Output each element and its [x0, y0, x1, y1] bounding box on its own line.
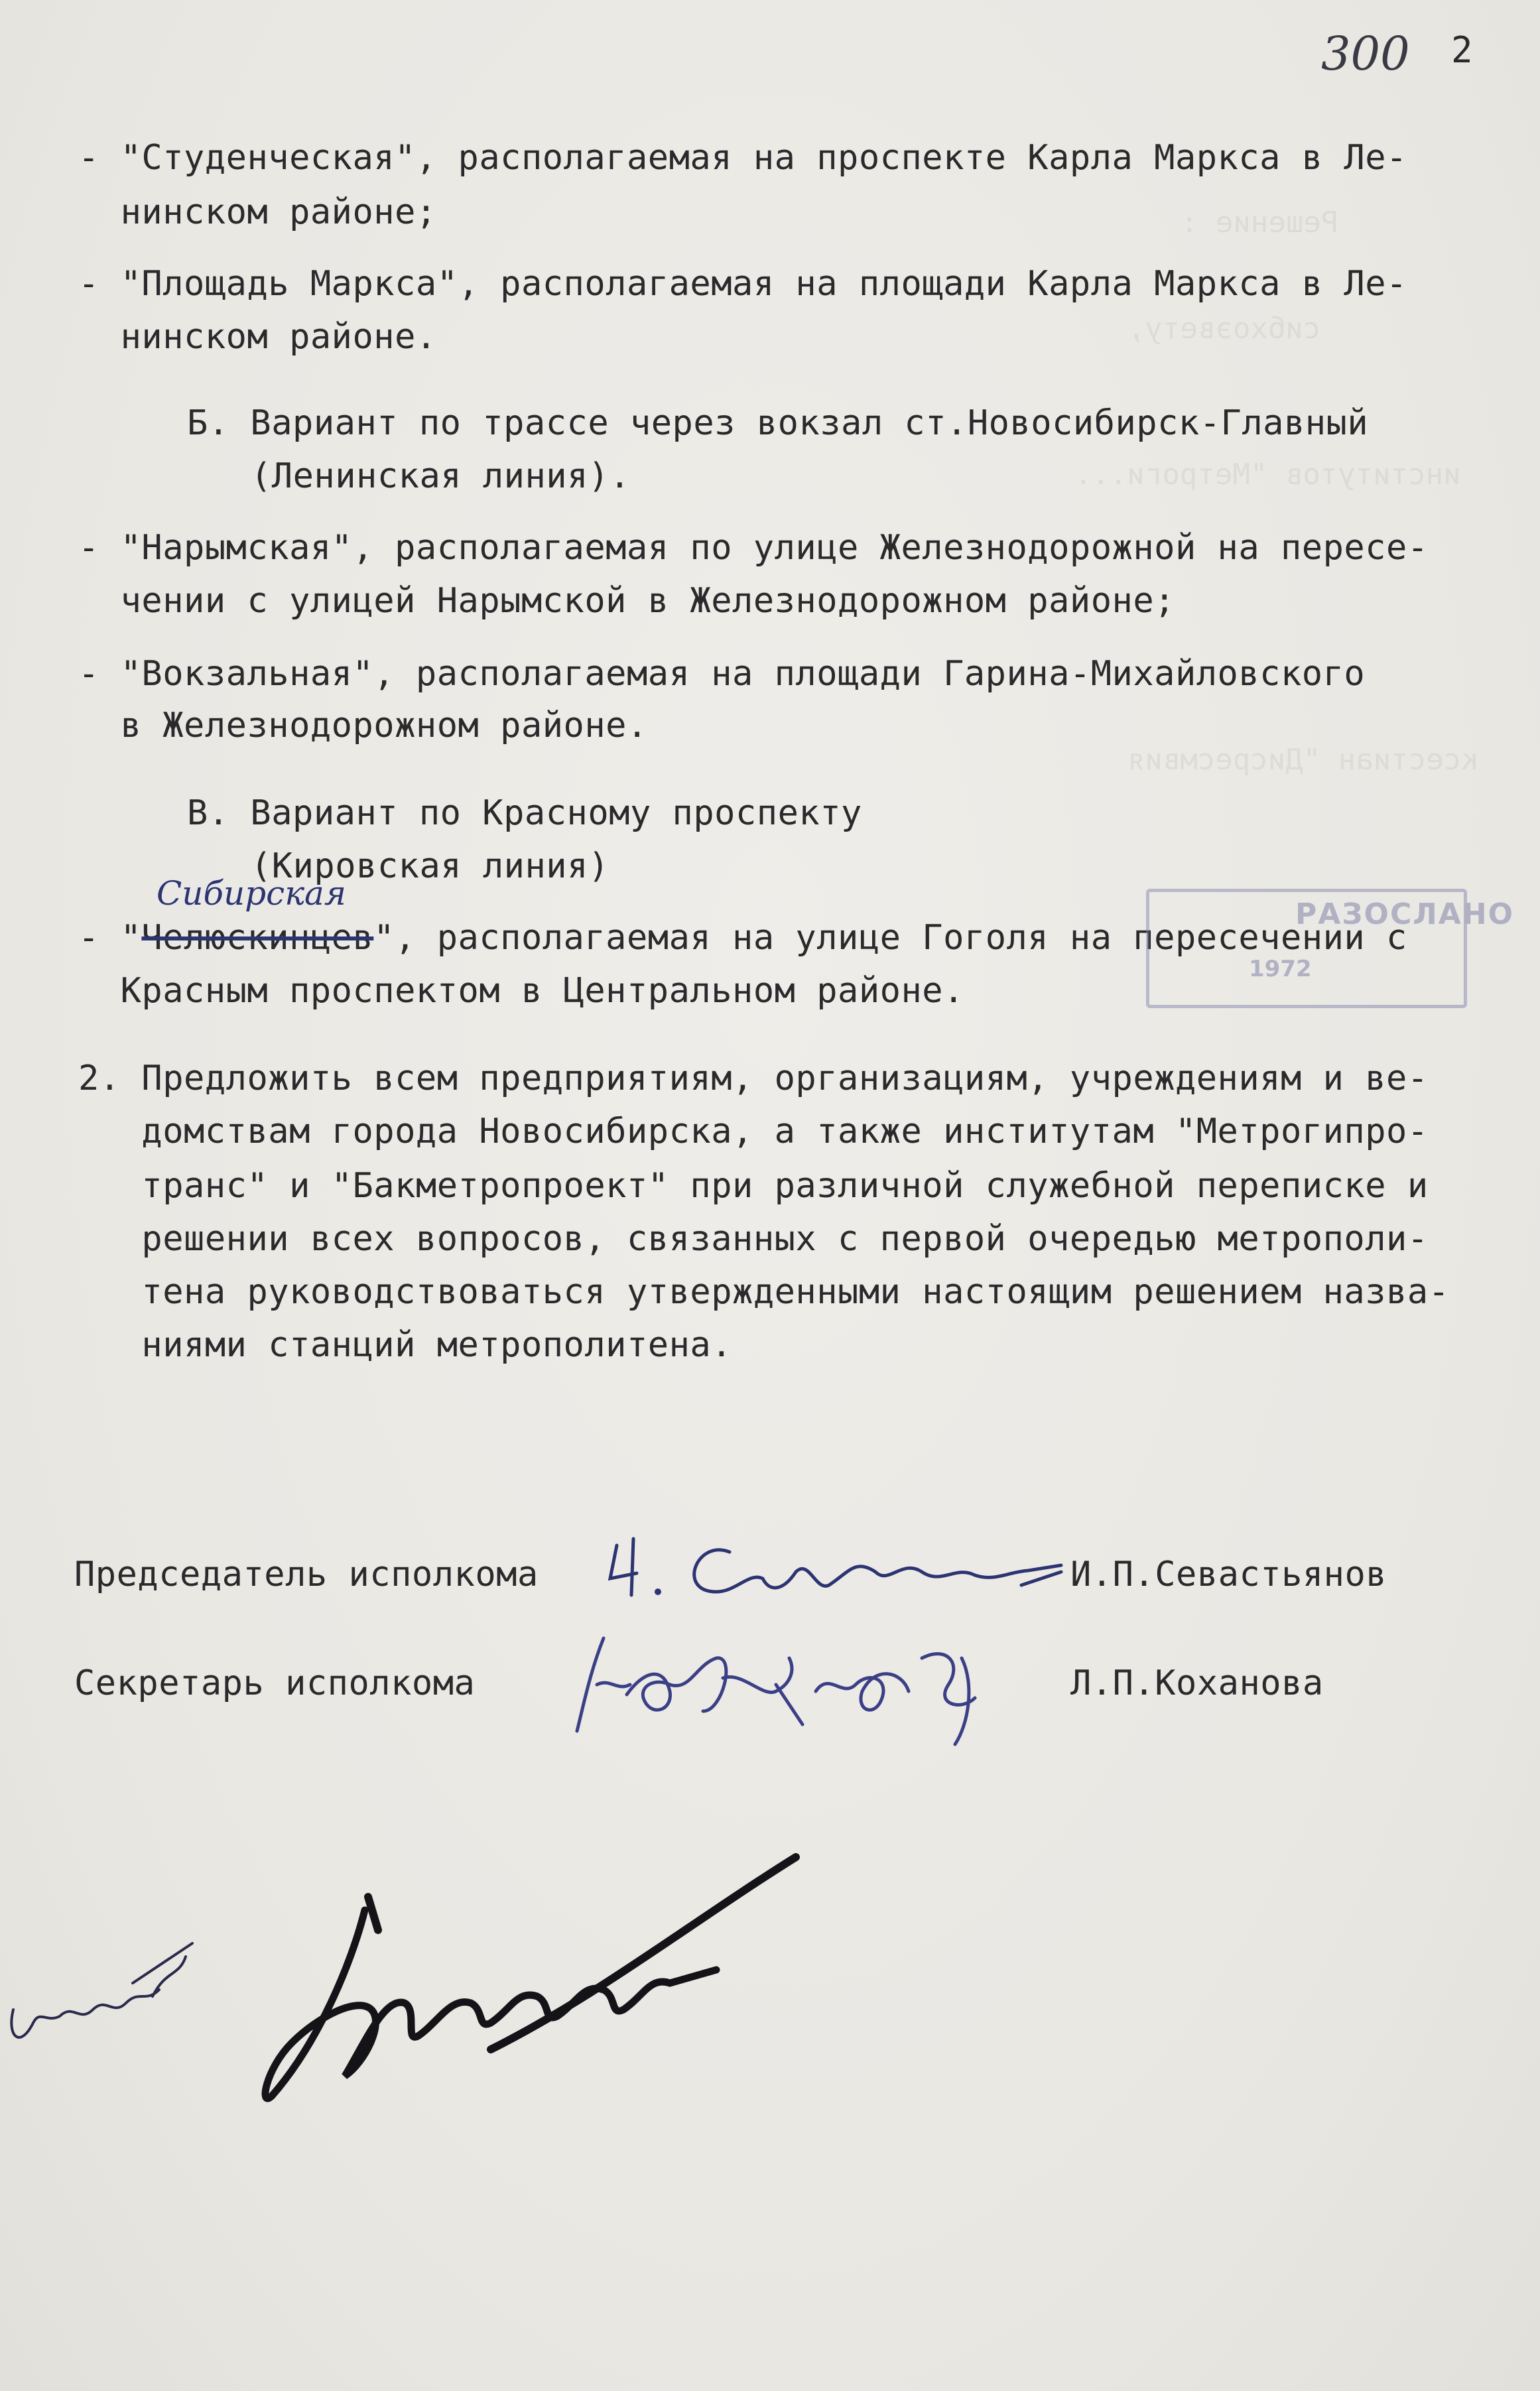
secretary-signature: [564, 1618, 1001, 1751]
station-narymskaya-line2: чении с улицей Нарымской в Железнодорожном районе;: [78, 581, 1175, 621]
station-prefix: - ": [78, 918, 142, 958]
show-through-text: Решение :: [1181, 206, 1339, 239]
page-number: 2: [1451, 29, 1474, 71]
section-v-subheading: (Кировская линия): [251, 846, 610, 886]
station-vokzalnaya-line2: в Железнодорожном районе.: [78, 706, 648, 745]
station-line1-rest: ", располагаемая на улице Гоголя на пересечении с: [373, 918, 1407, 958]
section-b-subheading: (Ленинская линия).: [251, 456, 631, 496]
struck-station-name: Челюскинцев: [141, 918, 374, 958]
station-studencheskaya-line1: - "Студенческая", располагаемая на проспекте Карла Маркса в Ле-: [78, 138, 1407, 178]
visa-signature-left: [0, 1890, 199, 2063]
handwritten-correction-sibirskaya: Сибирская: [157, 874, 346, 913]
station-ploshchad-marksa-line2: нинском районе.: [78, 317, 437, 357]
paragraph-2-line-4: решении всех вопросов, связанных с первой очередью метрополи-: [78, 1219, 1429, 1259]
show-through-text: сибхоэвету,: [1127, 312, 1321, 346]
section-v-heading: В. Вариант по Красному проспекту: [187, 793, 862, 833]
paragraph-2-line-3: транс" и "Бакметропроект" при различной служебной переписке и: [78, 1166, 1429, 1206]
dispatch-stamp: [1146, 889, 1515, 1008]
paragraph-2-line-5: тена руководствоваться утвержденными настоящим решением назва-: [78, 1272, 1450, 1312]
show-through-text: ксестиан "Дисресмвия: [1127, 743, 1479, 777]
station-vokzalnaya-line1: - "Вокзальная", располагаемая на площади Гарина-Михайловского: [78, 654, 1366, 694]
station-ploshchad-marksa-line1: - "Площадь Маркса", располагаемая на площади Карла Маркса в Ле-: [78, 264, 1407, 304]
archive-folio-number: 300: [1321, 27, 1410, 81]
paragraph-2-line-2: домствам города Новосибирска, а также институтам "Метрогипро-: [78, 1112, 1429, 1151]
paragraph-2-line-6: ниями станций метрополитена.: [78, 1325, 733, 1365]
chairman-signature: [597, 1519, 1101, 1612]
chairman-title: Председатель исполкома: [74, 1555, 539, 1594]
paragraph-2-line-1: 2. Предложить всем предприятиям, организациям, учреждениям и ве-: [78, 1059, 1429, 1098]
section-b-heading: Б. Вариант по трассе через вокзал ст.Новосибирск-Главный: [187, 403, 1369, 443]
secretary-name: Л.П.Коханова: [1070, 1663, 1324, 1703]
visa-signature-center: [252, 1844, 822, 2149]
station-sibirskaya-line2: Красным проспектом в Центральном районе.: [78, 971, 964, 1011]
secretary-title: Секретарь исполкома: [74, 1663, 476, 1703]
station-narymskaya-line1: - "Нарымская", располагаемая по улице Железнодорожной на пересе-: [78, 528, 1429, 568]
show-through-text: институтов "Метроги...: [1074, 458, 1461, 491]
station-studencheskaya-line2: нинском районе;: [78, 192, 437, 232]
chairman-name: И.П.Севастьянов: [1070, 1555, 1387, 1594]
stamp-text: РАЗОСЛАНО: [1295, 897, 1515, 931]
stamp-year: 1972: [1249, 956, 1312, 982]
